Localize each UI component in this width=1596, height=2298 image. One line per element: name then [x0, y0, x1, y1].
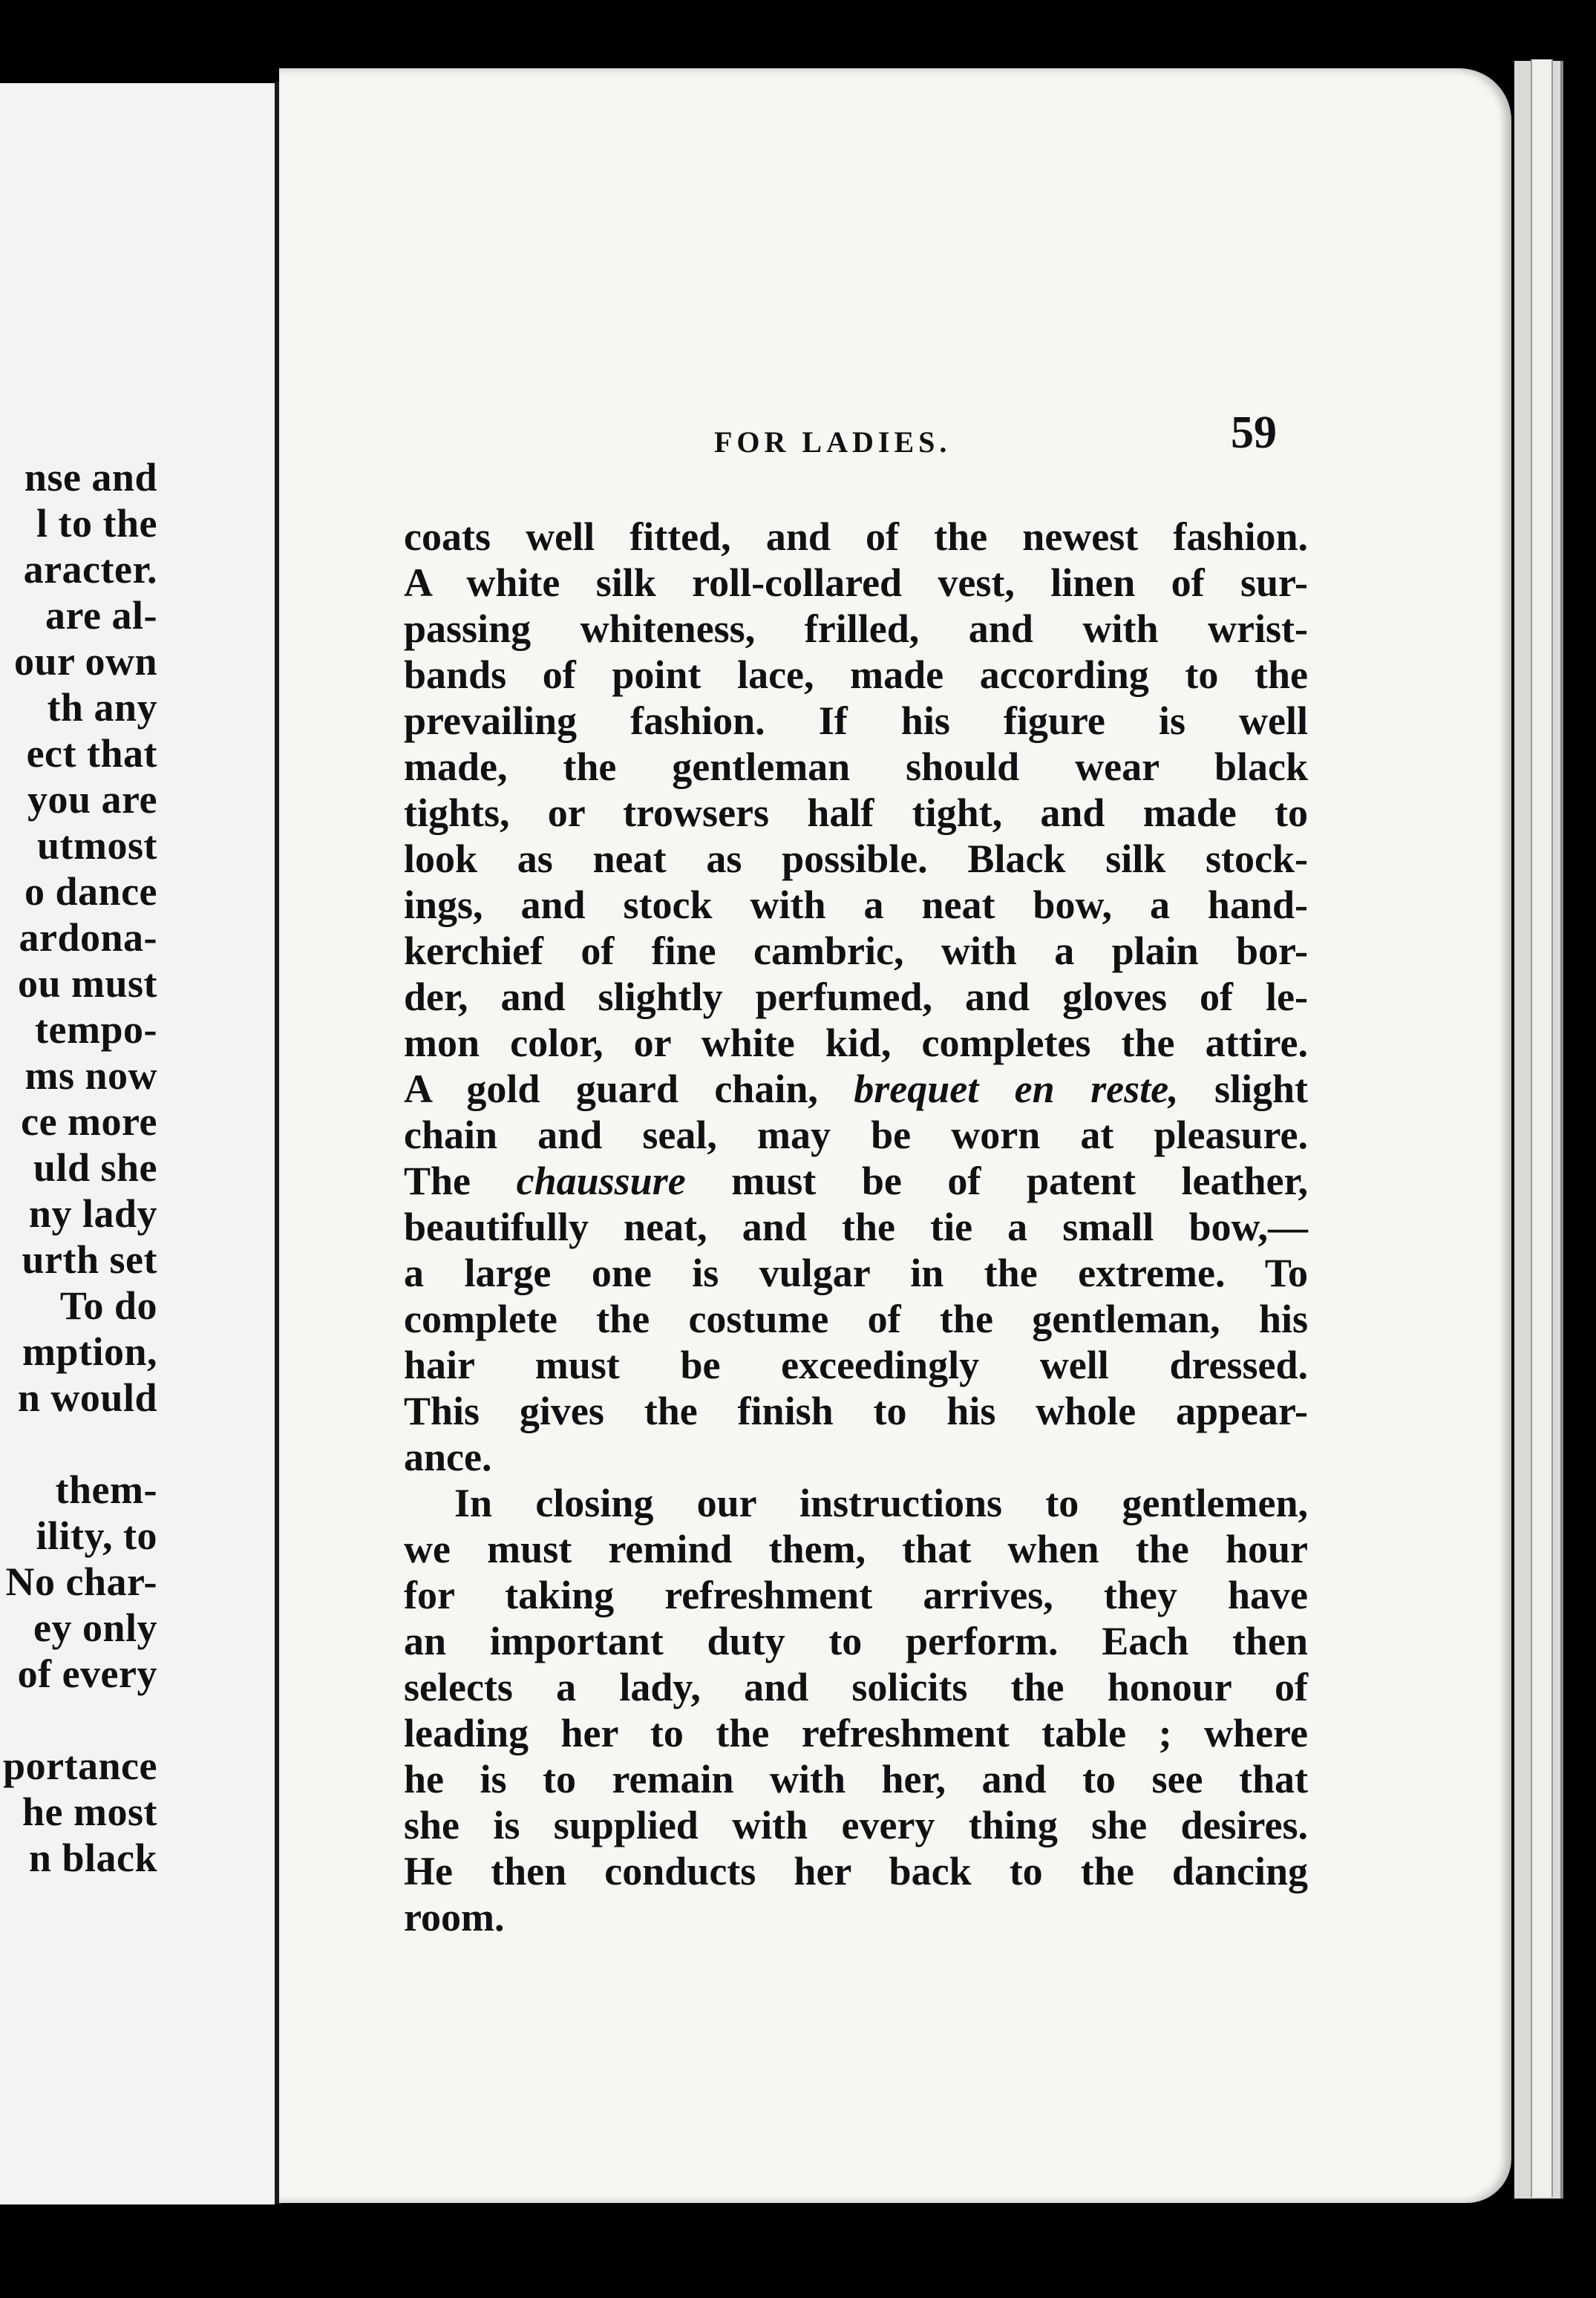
- text-line: mon color, or white kid, completes the attire.: [404, 1021, 1308, 1065]
- text-line: beautifully neat, and the tie a small bow,—: [404, 1205, 1308, 1249]
- left-line: ility, to: [36, 1513, 157, 1558]
- page-number: 59: [1231, 407, 1277, 458]
- left-line: No char-: [5, 1559, 157, 1604]
- left-line: ms now: [24, 1053, 157, 1098]
- left-line: ardona-: [19, 915, 157, 960]
- left-line: our own: [13, 639, 157, 684]
- left-line: ey only: [33, 1605, 157, 1650]
- page-header: [279, 402, 1511, 462]
- left-line: ny lady: [28, 1191, 157, 1236]
- text-line: for taking refreshment arrives, they have: [404, 1573, 1308, 1617]
- text-segment: The: [404, 1159, 471, 1203]
- left-page-text: [0, 454, 275, 1881]
- text-line: prevailing fashion. If his figure is well: [404, 698, 1308, 743]
- text-line: made, the gentleman should wear black: [404, 744, 1308, 789]
- left-line: ce more: [21, 1099, 157, 1144]
- left-line: uld she: [33, 1145, 157, 1190]
- left-line: portance: [3, 1744, 157, 1788]
- italic-phrase: chaussure: [516, 1159, 686, 1203]
- text-line-mixed: [404, 1066, 1308, 1112]
- left-line: n black: [28, 1836, 157, 1880]
- text-line-mixed: [404, 1158, 1308, 1204]
- left-line: ou must: [17, 961, 157, 1006]
- left-line: To do: [59, 1283, 157, 1328]
- body-text: [404, 514, 1308, 1940]
- running-head: FOR LADIES.: [714, 425, 952, 459]
- text-line: she is supplied with every thing she desires.: [404, 1803, 1308, 1847]
- left-line: them-: [55, 1467, 157, 1512]
- text-segment: A gold guard chain,: [404, 1067, 818, 1111]
- text-line: ings, and stock with a neat bow, a hand-: [404, 883, 1308, 927]
- text-line: we must remind them, that when the hour: [404, 1527, 1308, 1571]
- text-line: selects a lady, and solicits the honour of: [404, 1665, 1308, 1709]
- left-line: aracter.: [23, 547, 157, 592]
- text-line: a large one is vulgar in the extreme. To: [404, 1251, 1308, 1295]
- left-line: nse and: [24, 455, 157, 500]
- left-line: are al-: [45, 593, 157, 638]
- text-segment: slight: [1214, 1067, 1309, 1111]
- left-line: you are: [27, 777, 157, 822]
- text-line: kerchief of fine cambric, with a plain bor-: [404, 929, 1308, 973]
- text-line: ance.: [404, 1435, 492, 1479]
- left-blank-line: [0, 1421, 275, 1467]
- left-line: mption,: [22, 1329, 157, 1374]
- left-line: of every: [17, 1652, 157, 1696]
- text-line: This gives the finish to his whole appear-: [404, 1389, 1308, 1433]
- text-line: In closing our instructions to gentlemen,: [454, 1481, 1308, 1525]
- left-line: ect that: [26, 731, 157, 776]
- text-line: look as neat as possible. Black silk stock-: [404, 837, 1308, 881]
- text-line: an important duty to perform. Each then: [404, 1619, 1308, 1663]
- text-line: A white silk roll-collared vest, linen of sur-: [404, 560, 1308, 605]
- left-line: l to the: [36, 501, 157, 546]
- text-line: he is to remain with her, and to see that: [404, 1757, 1308, 1801]
- left-facing-page: [0, 83, 275, 2204]
- left-line: urth set: [22, 1237, 157, 1282]
- text-line: coats well fitted, and of the newest fashion.: [404, 514, 1308, 559]
- left-line: th any: [47, 685, 157, 730]
- left-line: n would: [17, 1375, 157, 1420]
- left-line: tempo-: [35, 1007, 157, 1052]
- page-edges-inner: [1531, 59, 1553, 2197]
- text-line: hair must be exceedingly well dressed.: [404, 1343, 1308, 1387]
- italic-phrase: brequet en reste,: [854, 1067, 1179, 1111]
- text-line: He then conducts her back to the dancing: [404, 1849, 1308, 1893]
- left-blank-line: [0, 1697, 275, 1743]
- text-line: bands of point lace, made according to the: [404, 652, 1308, 697]
- left-line: o dance: [24, 869, 157, 914]
- text-segment: must be of patent leather,: [731, 1159, 1309, 1203]
- text-line: room.: [404, 1895, 505, 1939]
- text-line: leading her to the refreshment table ; where: [404, 1711, 1308, 1755]
- text-line: tights, or trowsers half tight, and made to: [404, 790, 1308, 835]
- left-line: he most: [22, 1790, 157, 1834]
- text-line: der, and slightly perfumed, and gloves of le-: [404, 975, 1308, 1019]
- text-line: chain and seal, may be worn at pleasure.: [404, 1113, 1308, 1157]
- right-page: [279, 68, 1511, 2203]
- text-line: complete the costume of the gentleman, his: [404, 1297, 1308, 1341]
- text-line: passing whiteness, frilled, and with wrist-: [404, 606, 1308, 651]
- left-line: utmost: [37, 823, 157, 868]
